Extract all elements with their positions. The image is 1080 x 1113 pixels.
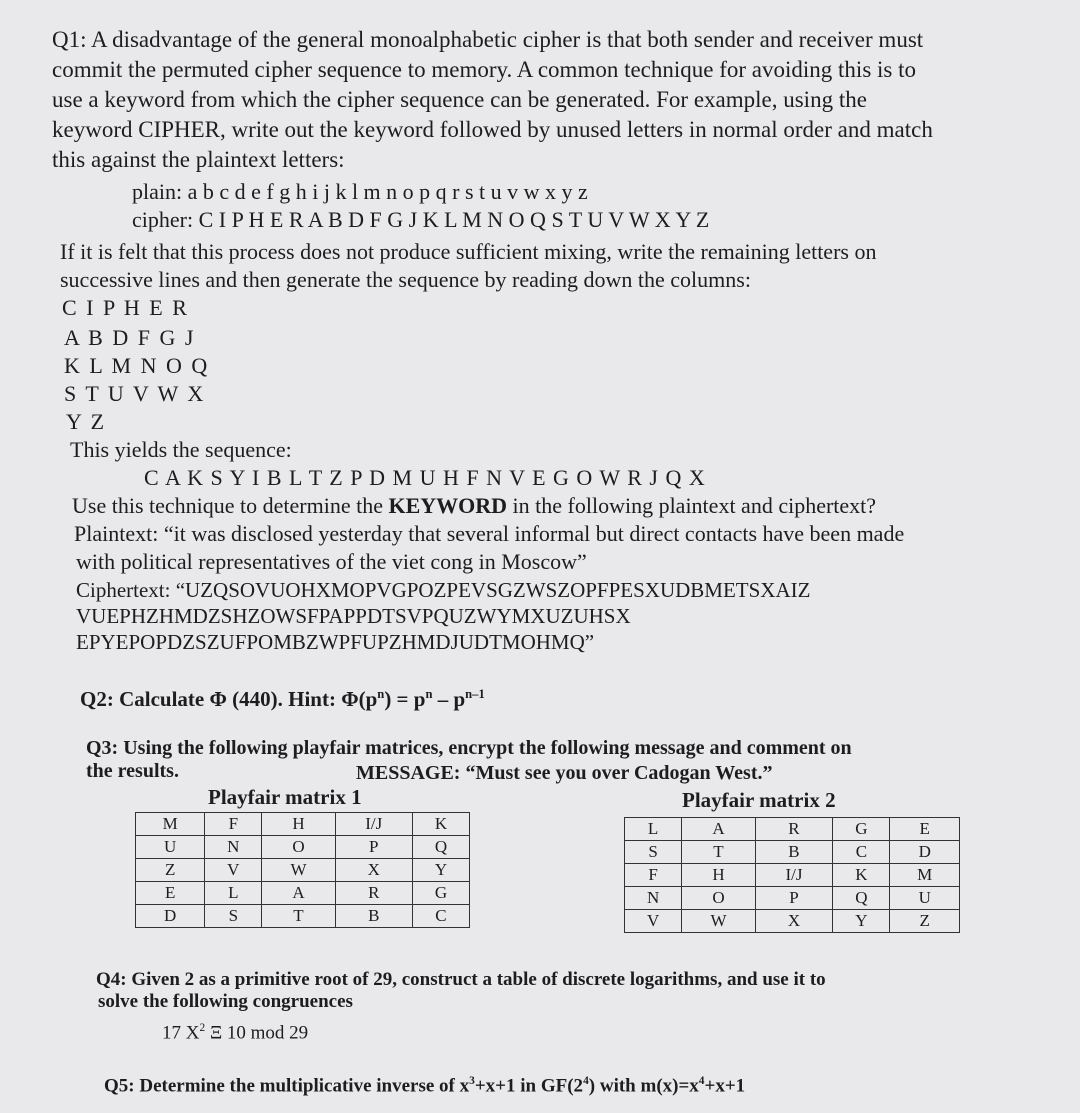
q2-end: – p (432, 687, 466, 711)
q5-question (104, 1067, 745, 1100)
matrix-cell: T (262, 905, 335, 928)
matrix-cell: I/J (335, 813, 412, 836)
matrix-cell: R (335, 882, 412, 905)
matrix-row (625, 864, 960, 887)
q1-task-post: in the following plaintext and ciphertext? (507, 493, 877, 518)
grid-row-2: A B D F G J (64, 325, 196, 350)
yields-label: This yields the sequence: (70, 437, 292, 462)
matrix-cell: M (890, 864, 960, 887)
ciphertext-line-3: EPYEPOPDZSZUFPOMBZWPFUPZHMDJUDTMOHMQ” (76, 630, 595, 654)
matrix-cell: H (262, 813, 335, 836)
q5-s3: 4 (698, 1075, 705, 1087)
q5-a: Q5: Determine the multiplicative inverse of x (104, 1075, 470, 1097)
playfair-matrix-2 (624, 817, 960, 933)
q2-text: Q2: Calculate Φ (440). Hint: Φ(p (80, 687, 378, 711)
matrix-row (136, 905, 470, 928)
matrix-cell: X (335, 859, 412, 882)
q2-mid: ) = p (384, 687, 426, 711)
matrix-cell: K (833, 864, 890, 887)
matrix-row (136, 882, 470, 905)
matrix-cell: P (755, 887, 833, 910)
q4-congruence (162, 1014, 308, 1047)
q4-eq-sup: 2 (199, 1022, 206, 1034)
matrix-cell: U (136, 836, 205, 859)
q1-task-keyword: KEYWORD (388, 493, 508, 518)
q1-line-2: commit the permuted cipher sequence to memory. A common technique for avoiding this is to (52, 57, 917, 82)
matrix-cell: F (205, 813, 262, 836)
playfair-matrix-2-title: Playfair matrix 2 (682, 788, 836, 812)
q1-task-pre: Use this technique to determine the (72, 493, 389, 518)
matrix-cell: E (136, 882, 205, 905)
matrix-cell: T (682, 841, 755, 864)
matrix-cell: R (755, 818, 833, 841)
matrix-cell: Q (412, 836, 469, 859)
q5-b: +x+1 in GF(2 (474, 1075, 584, 1097)
q1-line-4: keyword CIPHER, write out the keyword followed by unused letters in normal order and match (52, 117, 933, 142)
plain-alphabet: plain: a b c d e f g h i j k l m n o p q r s t u v w x y z (132, 179, 588, 204)
q3-line-2: the results. (86, 760, 179, 782)
matrix-cell: U (890, 887, 960, 910)
matrix-cell: W (682, 910, 755, 933)
q4-eq-b: Ξ 10 mod 29 (205, 1022, 309, 1044)
q4-eq-a: 17 X (162, 1022, 200, 1044)
matrix-cell: W (262, 859, 335, 882)
matrix-cell: S (205, 905, 262, 928)
q4-line-1: Q4: Given 2 as a primitive root of 29, construct a table of discrete logarithms, and use it to (96, 969, 826, 990)
matrix-cell: F (625, 864, 682, 887)
matrix-cell: L (205, 882, 262, 905)
q4-line-2: solve the following congruences (98, 991, 353, 1012)
matrix-row (625, 887, 960, 910)
grid-row-3: K L M N O Q (64, 353, 210, 378)
matrix-row (625, 818, 960, 841)
grid-row-4: S T U V W X (64, 381, 206, 406)
grid-row-5: Y Z (66, 409, 107, 434)
plaintext-line-2: with political representatives of the viet cong in Moscow” (76, 549, 587, 574)
q1-line-3: use a keyword from which the cipher sequence can be generated. For example, using the (52, 87, 867, 112)
q2-sup-1: n (377, 687, 385, 701)
matrix-cell: L (625, 818, 682, 841)
matrix-row (136, 859, 470, 882)
matrix-cell: D (890, 841, 960, 864)
matrix-row (136, 813, 470, 836)
mixed-sequence: C A K S Y I B L T Z P D M U H F N V E G O W R J Q X (144, 465, 706, 490)
q1-mixing-1: If it is felt that this process does not produce sufficient mixing, write the remaining letters on (60, 239, 877, 264)
cipher-alphabet: cipher: C I P H E R A B D F G J K L M N O Q S T U V W X Y Z (132, 207, 710, 232)
matrix-cell: N (205, 836, 262, 859)
q1-line-5: this against the plaintext letters: (52, 147, 345, 172)
matrix-cell: G (833, 818, 890, 841)
matrix-cell: K (412, 813, 469, 836)
q5-s1: 3 (469, 1075, 475, 1087)
q3-line-1: Q3: Using the following playfair matrices, encrypt the following message and comment on (86, 737, 852, 759)
q5-s2: 4 (583, 1075, 589, 1087)
ciphertext-line-2: VUEPHZHMDZSHZOWSFPAPPDTSVPQUZWYMXUZUHSX (76, 604, 631, 628)
q1-task (72, 492, 876, 520)
matrix-cell: P (335, 836, 412, 859)
matrix-cell: C (412, 905, 469, 928)
q5-d: +x+1 (704, 1075, 746, 1097)
matrix-cell: E (890, 818, 960, 841)
matrix-cell: B (755, 841, 833, 864)
matrix-cell: Y (412, 859, 469, 882)
matrix-row (625, 841, 960, 864)
matrix-row (625, 910, 960, 933)
matrix-cell: N (625, 887, 682, 910)
matrix-cell: C (833, 841, 890, 864)
matrix-cell: I/J (755, 864, 833, 887)
q2-question (80, 680, 485, 713)
matrix-cell: X (755, 910, 833, 933)
matrix-cell: A (682, 818, 755, 841)
matrix-cell: O (682, 887, 755, 910)
q2-sup-3: n–1 (465, 687, 485, 701)
grid-row-1: C I P H E R (62, 295, 189, 320)
playfair-matrix-1-title: Playfair matrix 1 (208, 785, 362, 809)
matrix-cell: V (205, 859, 262, 882)
matrix-cell: D (136, 905, 205, 928)
plaintext-line-1: Plaintext: “it was disclosed yesterday that several informal but direct contacts have been made (74, 521, 905, 546)
matrix-cell: S (625, 841, 682, 864)
matrix-cell: A (262, 882, 335, 905)
matrix-cell: Z (136, 859, 205, 882)
ciphertext-line-1: Ciphertext: “UZQSOVUOHXMOPVGPOZPEVSGZWSZOPFPESXUDBMETSXAIZ (76, 578, 811, 602)
matrix-cell: Y (833, 910, 890, 933)
matrix-cell: V (625, 910, 682, 933)
q1-mixing-2: successive lines and then generate the sequence by reading down the columns: (60, 267, 751, 292)
playfair-matrix-1 (135, 812, 470, 928)
q2-sup-2: n (425, 687, 433, 701)
matrix-cell: Z (890, 910, 960, 933)
q3-message: MESSAGE: “Must see you over Cadogan West.” (356, 762, 773, 784)
matrix-cell: M (136, 813, 205, 836)
matrix-cell: B (335, 905, 412, 928)
matrix-cell: Q (833, 887, 890, 910)
q5-c: ) with m(x)=x (588, 1075, 699, 1097)
matrix-cell: H (682, 864, 755, 887)
q1-line-1: Q1: A disadvantage of the general monoalphabetic cipher is that both sender and receiver must (52, 27, 924, 52)
matrix-cell: O (262, 836, 335, 859)
matrix-cell: G (412, 882, 469, 905)
matrix-row (136, 836, 470, 859)
